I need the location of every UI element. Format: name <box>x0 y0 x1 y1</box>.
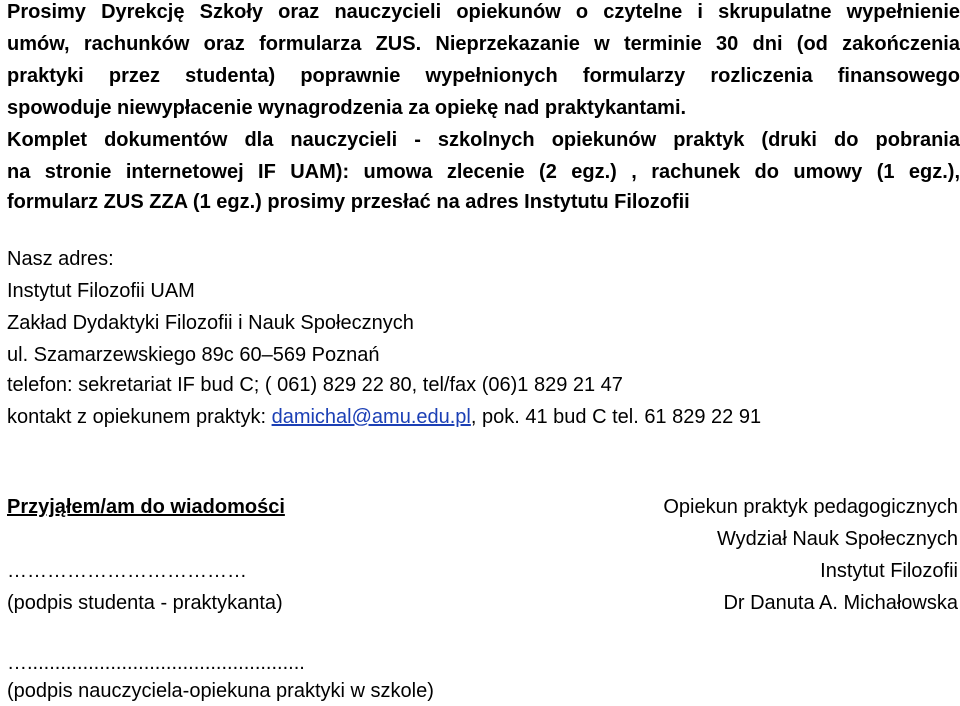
supervisor-faculty: Wydział Nauk Społecznych <box>716 528 958 550</box>
supervisor-institute: Instytut Filozofii <box>820 560 958 582</box>
acknowledged-heading: Przyjąłem/am do wiadomości <box>7 496 285 518</box>
intro-line-3: praktyki przez studenta) poprawnie wypełnionych formularzy rozliczenia finansowego <box>7 65 960 87</box>
address-heading: Nasz adres: <box>7 248 114 270</box>
address-contact <box>7 402 761 432</box>
documents-line-1: Komplet dokumentów dla nauczycieli - szkolnych opiekunów praktyk (druki do pobrania <box>7 129 960 151</box>
intro-line-4: spowoduje niewypłacenie wynagrodzenia za opiekę nad praktykantami. <box>7 97 687 119</box>
address-street: ul. Szamarzewskiego 89c 60–569 Poznań <box>7 344 380 366</box>
contact-email-link[interactable]: damichal@amu.edu.pl <box>271 406 471 428</box>
contact-prefix: kontakt z opiekunem praktyk: <box>7 406 272 428</box>
contact-suffix: , pok. 41 bud C tel. 61 829 22 91 <box>470 406 762 428</box>
teacher-signature-line: ….................................................. <box>7 652 305 674</box>
documents-line-2: na stronie internetowej IF UAM): umowa zlecenie (2 egz.) , rachunek do umowy (1 egz.), <box>7 161 960 183</box>
supervisor-name: Dr Danuta A. Michałowska <box>723 592 958 614</box>
teacher-signature-caption: (podpis nauczyciela-opiekuna praktyki w szkole) <box>7 680 434 702</box>
student-signature-line: ……………………………… <box>7 560 247 582</box>
intro-line-1: Prosimy Dyrekcję Szkoły oraz nauczycieli opiekunów o czytelne i skrupulatne wypełnienie <box>7 1 960 23</box>
student-signature-caption: (podpis studenta - praktykanta) <box>7 592 283 614</box>
address-institute: Instytut Filozofii UAM <box>7 280 195 302</box>
documents-line-3: formularz ZUS ZZA (1 egz.) prosimy przesłać na adres Instytutu Filozofii <box>7 191 690 213</box>
address-department: Zakład Dydaktyki Filozofii i Nauk Społecznych <box>7 312 414 334</box>
supervisor-title: Opiekun praktyk pedagogicznych <box>663 496 958 518</box>
address-phone: telefon: sekretariat IF bud C; ( 061) 829 22 80, tel/fax (06)1 829 21 47 <box>7 374 623 396</box>
intro-line-2: umów, rachunków oraz formularza ZUS. Nieprzekazanie w terminie 30 dni (od zakończenia <box>7 33 960 55</box>
